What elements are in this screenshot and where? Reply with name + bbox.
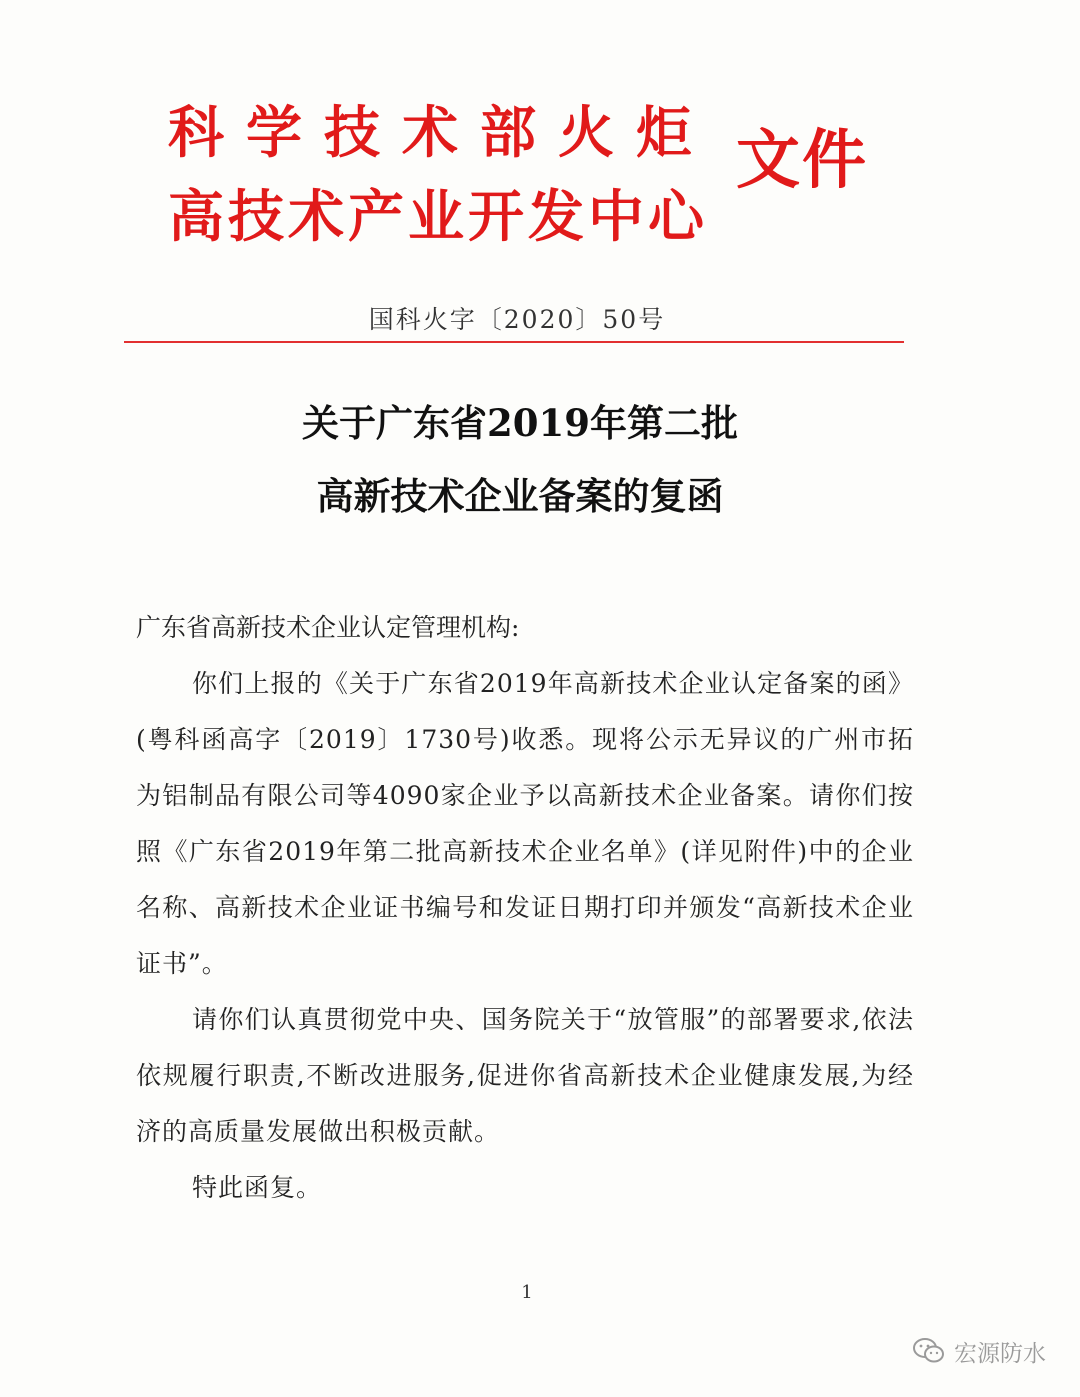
page-number: 1	[521, 1282, 533, 1303]
red-separator-line	[124, 341, 904, 343]
wechat-icon	[912, 1336, 946, 1366]
paragraph-1: 你们上报的《关于广东省2019年高新技术企业认定备案的函》(粤科函高字〔2019〕1730号)收悉。现将公示无异议的广州市拓为铝制品有限公司等4090家企业予以高新技术企业备案。请你们按照《广东省2019年第二批高新技术企业名单》(详见附件)中的企业名称、高新技术企业证书编号和发证日期打印并颁发“高新技术企业证书”。	[136, 669, 914, 978]
title-line-2: 高新技术企业备案的复函	[316, 474, 724, 518]
salutation: 广东省高新技术企业认定管理机构:	[136, 613, 520, 642]
paragraph-3: 特此函复。	[192, 1173, 323, 1202]
watermark-text: 宏源防水	[954, 1340, 1046, 1367]
document-number: 国科火字〔2020〕50号	[368, 305, 666, 334]
paragraph-2: 请你们认真贯彻党中央、国务院关于“放管服”的部署要求,依法依规履行职责,不断改进服务,促进你省高新技术企业健康发展,为经济的高质量发展做出积极贡献。	[136, 1005, 914, 1146]
letterhead-document-label: 文件	[736, 124, 868, 198]
letter-body	[136, 600, 914, 1216]
wechat-watermark	[912, 1335, 1046, 1367]
title-line-1: 关于广东省2019年第二批	[302, 401, 738, 445]
letterhead-line-2: 高技术产业开发中心	[168, 185, 708, 250]
letterhead-line-1: 科学技术部火炬	[168, 101, 714, 166]
letterhead-issuer	[168, 92, 714, 260]
